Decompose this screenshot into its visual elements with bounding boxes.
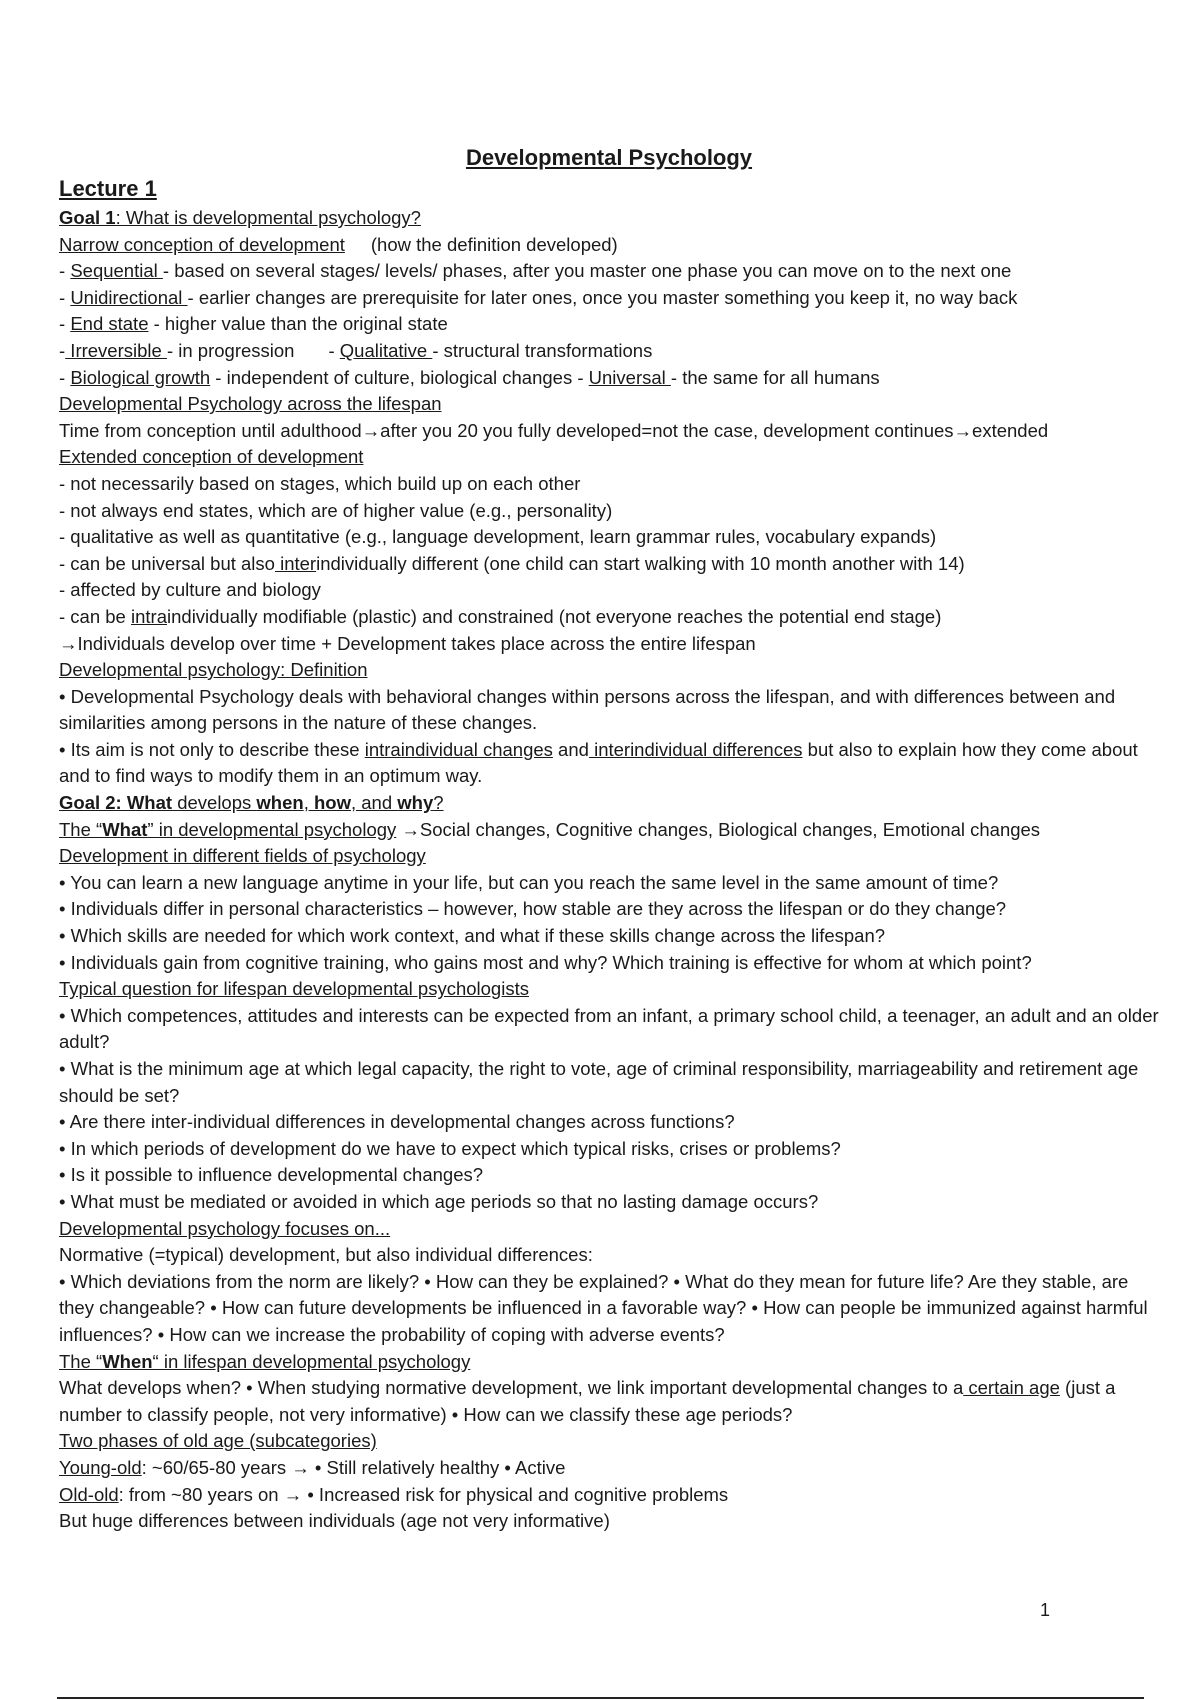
typical-bullet-3: • Are there inter-individual differences in developmental changes across functions?: [59, 1111, 735, 1133]
old-age-heading: [59, 1428, 1159, 1455]
fields-bullet-1: • You can learn a new language anytime in your life, but can you reach the same level in the same amount of time?: [59, 871, 999, 893]
term-old-old: Old-old: [59, 1483, 119, 1505]
text-sequential: - based on several stages/ levels/ phases, after you master one phase you can move on to the next one: [162, 260, 1012, 282]
fields-bullet-2: • Individuals differ in personal characteristics – however, how stable are they across the lifespan or do they change?: [59, 898, 1007, 920]
definition-bullet-2-mid: and: [552, 738, 589, 760]
goal-1-question: : What is developmental psychology?: [115, 207, 421, 228]
old-old-text: : from ~80 years on → • Increased risk for physical and cognitive problems: [118, 1483, 729, 1505]
lifespan-heading-text: Developmental Psychology across the lifespan: [59, 393, 442, 415]
text-irreversible: - in progression: [166, 339, 295, 361]
goal-1-line: [59, 205, 1159, 232]
narrow-note: (how the definition developed): [370, 233, 618, 255]
what-heading-post: ” in developmental psychology: [147, 818, 397, 840]
extended-item-4-pre: - can be universal but also: [59, 552, 275, 574]
what-text: →Social changes, Cognitive changes, Biological changes, Emotional changes: [396, 818, 1041, 840]
lecture-heading: Lecture 1: [59, 176, 157, 201]
lifespan-heading: [59, 391, 1159, 418]
extended-item-5: - affected by culture and biology: [59, 579, 321, 601]
term-unidirectional: Unidirectional: [70, 286, 188, 308]
page-number: 1: [1040, 1600, 1051, 1620]
narrow-heading-line: [59, 232, 1159, 259]
goal-2-mid2: ,: [303, 792, 314, 814]
text-biological: - independent of culture, biological changes -: [210, 366, 589, 388]
term-sequential: Sequential: [70, 260, 163, 282]
goal-1-label: Goal 1: [59, 207, 116, 228]
term-irreversible: Irreversible: [65, 339, 167, 361]
extended-item-6-underlined: intra: [131, 605, 167, 627]
old-old-line: [59, 1482, 1159, 1509]
term-intraindividual-changes: intraindividual changes: [364, 738, 553, 760]
extended-conclusion: →Individuals develop over time + Development takes place across the entire lifespan: [59, 632, 756, 654]
extended-item-4: [59, 551, 1159, 578]
term-interindividual-differences: interindividual differences: [588, 738, 803, 760]
typical-bullet-2: • What is the minimum age at which legal capacity, the right to vote, age of criminal responsibility, marriageability and retirement age should be set?: [59, 1058, 1139, 1106]
typical-heading-text: Typical question for lifespan developmental psychologists: [59, 978, 529, 1000]
goal-2-label: Goal 2: What: [59, 792, 173, 814]
narrow-item-end-state: - End state - higher value than the original state: [59, 313, 448, 335]
old-age-note: But huge differences between individuals (age not very informative): [59, 1510, 610, 1532]
definition-heading: [59, 657, 1159, 684]
typical-bullet-4: • In which periods of development do we have to expect which typical risks, crises or problems?: [59, 1137, 841, 1159]
text-end-state: - higher value than the original state: [148, 313, 448, 335]
focuses-intro: Normative (=typical) development, but also individual differences:: [59, 1244, 593, 1266]
what-line: [59, 817, 1159, 844]
extended-item-6: [59, 604, 1159, 631]
text-universal: - the same for all humans: [670, 366, 880, 388]
focuses-text: • Which deviations from the norm are likely? • How can they be explained? • What do they mean for future life? Are they stable, are they changeable? • How can future developments be influenced in a favorable way? • How can people be immunized against harmful influences? • How can we increase the probability of coping with adverse events?: [59, 1270, 1148, 1345]
fields-bullet-4: • Individuals gain from cognitive training, who gains most and why? Which training is effective for whom at which point?: [59, 951, 1032, 973]
when-text-post: (just a number to classify people, not very informative) • How can we classify these age periods?: [59, 1377, 1116, 1425]
goal-2-mid1: develops: [172, 792, 257, 814]
term-biological: Biological growth: [70, 366, 211, 388]
extended-item-4-underlined: inter: [274, 552, 317, 574]
narrow-heading: Narrow conception of development: [59, 233, 345, 255]
definition-bullet-2: [59, 737, 1159, 790]
when-heading-bold: When: [102, 1350, 153, 1372]
focuses-heading-text: Developmental psychology focuses on...: [59, 1217, 391, 1239]
what-heading-pre: The “: [59, 818, 103, 840]
extended-item-1: - not necessarily based on stages, which build up on each other: [59, 472, 581, 494]
text-unidirectional: - earlier changes are prerequisite for later ones, once you master something you keep it, no way back: [187, 286, 1018, 308]
extended-item-3: - qualitative as well as quantitative (e.g., language development, learn grammar rules, vocabulary expands): [59, 526, 937, 548]
definition-heading-text: Developmental psychology: Definition: [59, 659, 368, 681]
lifespan-text: Time from conception until adulthood→after you 20 you fully developed=not the case, development continues→extended: [59, 419, 1049, 441]
extended-item-6-post: individually modifiable (plastic) and constrained (not everyone reaches the potential end stage): [167, 605, 942, 627]
text-qualitative: - structural transformations: [432, 339, 653, 361]
when-heading: [59, 1349, 1159, 1376]
young-old-line: [59, 1455, 1159, 1482]
goal-2-end: ?: [433, 792, 444, 814]
young-old-text: : ~60/65-80 years → • Still relatively healthy • Active: [141, 1456, 566, 1478]
extended-item-6-pre: - can be: [59, 605, 131, 627]
narrow-item-sequential: - Sequential - based on several stages/ levels/ phases, after you master one phase you can move on to the next one: [59, 260, 1012, 282]
goal-2-mid3: , and: [350, 792, 398, 814]
term-end-state: End state: [70, 313, 149, 335]
fields-bullet-3: • Which skills are needed for which work context, and what if these skills change across the lifespan?: [59, 925, 886, 947]
footer-divider: [57, 1697, 1144, 1699]
typical-bullet-1: • Which competences, attitudes and interests can be expected from an infant, a primary school child, a teenager, an adult and an older adult?: [59, 1004, 1159, 1053]
typical-bullet-6: • What must be mediated or avoided in which age periods so that no lasting damage occurs?: [59, 1190, 819, 1212]
old-age-heading-text: Two phases of old age (subcategories): [59, 1430, 377, 1452]
document-title: Developmental Psychology: [465, 145, 753, 170]
narrow-item-biological: - Biological growth - independent of culture, biological changes - Universal - the same for all humans: [59, 366, 880, 388]
definition-bullet-2-pre: • Its aim is not only to describe these: [59, 738, 365, 760]
definition-bullet-2-post: but also to explain how they come about and to find ways to modify them in an optimum way.: [59, 738, 1138, 787]
focuses-heading: [59, 1216, 1159, 1243]
when-heading-pre: The “: [59, 1350, 103, 1372]
when-text: [59, 1375, 1159, 1428]
fields-heading-text: Development in different fields of psychology: [59, 845, 426, 867]
fields-heading: [59, 843, 1159, 870]
typical-bullet-5: • Is it possible to influence developmental changes?: [59, 1164, 484, 1186]
goal-2-why: why: [397, 792, 434, 814]
term-young-old: Young-old: [59, 1456, 142, 1478]
document-body: [59, 143, 1159, 1535]
term-qualitative: Qualitative: [339, 339, 433, 361]
extended-heading-text: Extended conception of development: [59, 446, 364, 468]
term-universal: Universal: [588, 366, 671, 388]
typical-heading: [59, 976, 1159, 1003]
narrow-item-irreversible: - Irreversible - in progression - Qualitative - structural transformations: [59, 339, 653, 361]
goal-2-line: [59, 790, 1159, 817]
what-heading-bold: What: [102, 818, 148, 840]
when-heading-post: “ in lifespan developmental psychology: [152, 1350, 471, 1372]
extended-heading: [59, 444, 1159, 471]
term-certain-age: certain age: [963, 1377, 1060, 1399]
goal-2-how: how: [313, 792, 351, 814]
goal-2-when: when: [256, 792, 304, 814]
definition-bullet-1: • Developmental Psychology deals with behavioral changes within persons across the lifespan, and with differences between and similarities among persons in the nature of these changes.: [59, 685, 1116, 734]
extended-item-2: - not always end states, which are of higher value (e.g., personality): [59, 499, 613, 521]
when-text-pre: What develops when? • When studying normative development, we link important developmental changes to a: [59, 1377, 964, 1399]
extended-item-4-post: individually different (one child can start walking with 10 month another with 14): [316, 552, 965, 574]
narrow-item-unidirectional: - Unidirectional - earlier changes are prerequisite for later ones, once you master something you keep it, no way back: [59, 286, 1018, 308]
